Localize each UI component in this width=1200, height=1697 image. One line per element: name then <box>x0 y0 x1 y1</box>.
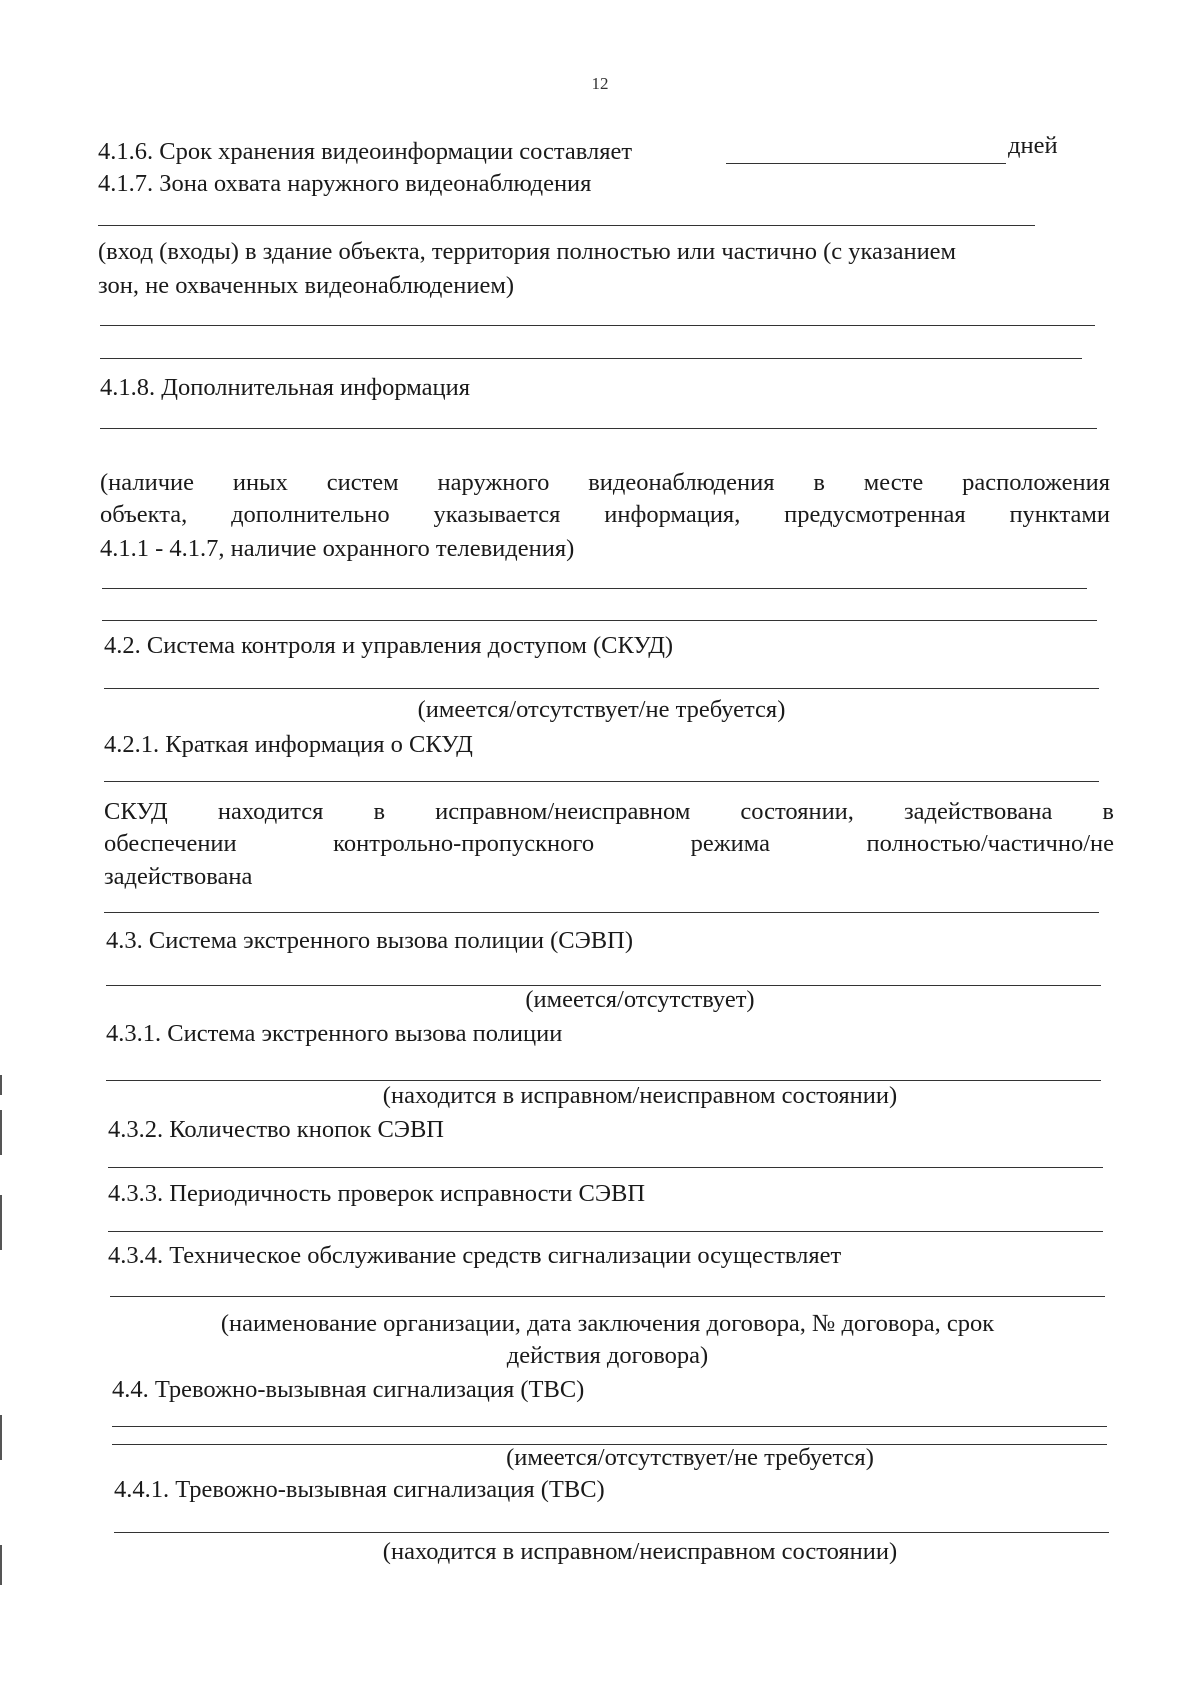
item-4-1-8-hint-line2 <box>100 499 1110 531</box>
item-4-2-1-text-line1 <box>104 796 1114 828</box>
field-4-1-7-line2[interactable] <box>100 325 1095 326</box>
item-4-2-1-text-line1-value: СКУД находится в исправном/неисправном состоянии, задействована в <box>104 798 1114 825</box>
item-4-1-7-hint-line1: (вход (входы) в здание объекта, территория полностью или частично (с указанием <box>98 238 957 265</box>
field-4-1-8-line2[interactable] <box>102 588 1087 589</box>
scan-artifact <box>0 1415 2 1460</box>
field-4-3-2[interactable] <box>108 1167 1103 1168</box>
item-4-1-6-label: 4.1.6. Срок хранения видеоинформации составляет <box>98 138 633 165</box>
item-4-2-1-text-line3: задействована <box>104 863 253 890</box>
item-4-3-1-hint: (находится в исправном/неисправном состоянии) <box>382 1082 898 1109</box>
item-4-2-1-text-line2-value: обеспечении контрольно-пропускного режима полностью/частично/не <box>104 830 1114 857</box>
field-4-3-4[interactable] <box>110 1296 1105 1297</box>
item-4-2-label: 4.2. Система контроля и управления доступом (СКУД) <box>104 632 674 659</box>
item-4-3-3-label: 4.3.3. Периодичность проверок исправности СЭВП <box>108 1180 646 1207</box>
scan-artifact <box>0 1075 2 1095</box>
item-4-1-8-label: 4.1.8. Дополнительная информация <box>100 374 470 401</box>
field-4-1-7[interactable] <box>98 225 1035 226</box>
item-4-3-label: 4.3. Система экстренного вызова полиции (СЭВП) <box>106 927 633 954</box>
item-4-1-8-hint-line3: 4.1.1 - 4.1.7, наличие охранного телевидения) <box>100 535 575 562</box>
item-4-3-1-label: 4.3.1. Система экстренного вызова полиции <box>106 1020 563 1047</box>
item-4-1-8-hint-line2-text: объекта, дополнительно указывается информация, предусмотренная пунктами <box>100 501 1110 528</box>
item-4-3-4-label: 4.3.4. Техническое обслуживание средств сигнализации осуществляет <box>108 1242 842 1269</box>
field-4-3-3[interactable] <box>108 1231 1103 1232</box>
item-4-2-1-label: 4.2.1. Краткая информация о СКУД <box>104 731 473 758</box>
page-number: 12 <box>591 74 609 93</box>
item-4-1-7-label: 4.1.7. Зона охвата наружного видеонаблюдения <box>98 170 592 197</box>
field-4-1-8[interactable] <box>100 428 1097 429</box>
item-4-2-1-text-line2 <box>104 828 1114 860</box>
scan-artifact <box>0 1545 2 1585</box>
field-4-2[interactable] <box>104 688 1099 689</box>
item-4-3-4-hint-line2: действия договора) <box>506 1342 709 1369</box>
item-4-3-4-hint-line1: (наименование организации, дата заключения договора, № договора, срок <box>220 1310 995 1337</box>
field-4-2-1-line2[interactable] <box>104 912 1099 913</box>
scan-artifact <box>0 1195 2 1250</box>
field-4-4-1[interactable] <box>114 1532 1109 1533</box>
field-4-1-8-line3[interactable] <box>102 620 1097 621</box>
item-4-4-1-hint: (находится в исправном/неисправном состоянии) <box>382 1538 898 1565</box>
item-4-3-hint: (имеется/отсутствует) <box>525 986 755 1013</box>
field-4-1-7-line3[interactable] <box>100 358 1082 359</box>
item-4-3-2-label: 4.3.2. Количество кнопок СЭВП <box>108 1116 445 1143</box>
item-4-1-8-hint-line1-text: (наличие иных систем наружного видеонаблюдения в месте расположения <box>100 469 1110 496</box>
item-4-1-6-suffix: дней <box>1008 132 1058 159</box>
field-4-4[interactable] <box>112 1426 1107 1427</box>
field-4-1-6-days[interactable] <box>726 163 1006 164</box>
item-4-4-hint: (имеется/отсутствует/не требуется) <box>506 1444 874 1471</box>
item-4-1-7-hint-line2: зон, не охваченных видеонаблюдением) <box>98 272 515 299</box>
scan-artifact <box>0 1110 2 1155</box>
item-4-2-hint: (имеется/отсутствует/не требуется) <box>417 696 786 723</box>
field-4-2-1[interactable] <box>104 781 1099 782</box>
item-4-1-8-hint-line1 <box>100 467 1110 499</box>
item-4-4-1-label: 4.4.1. Тревожно-вызывная сигнализация (ТВС) <box>114 1476 605 1503</box>
item-4-4-label: 4.4. Тревожно-вызывная сигнализация (ТВС) <box>112 1376 585 1403</box>
